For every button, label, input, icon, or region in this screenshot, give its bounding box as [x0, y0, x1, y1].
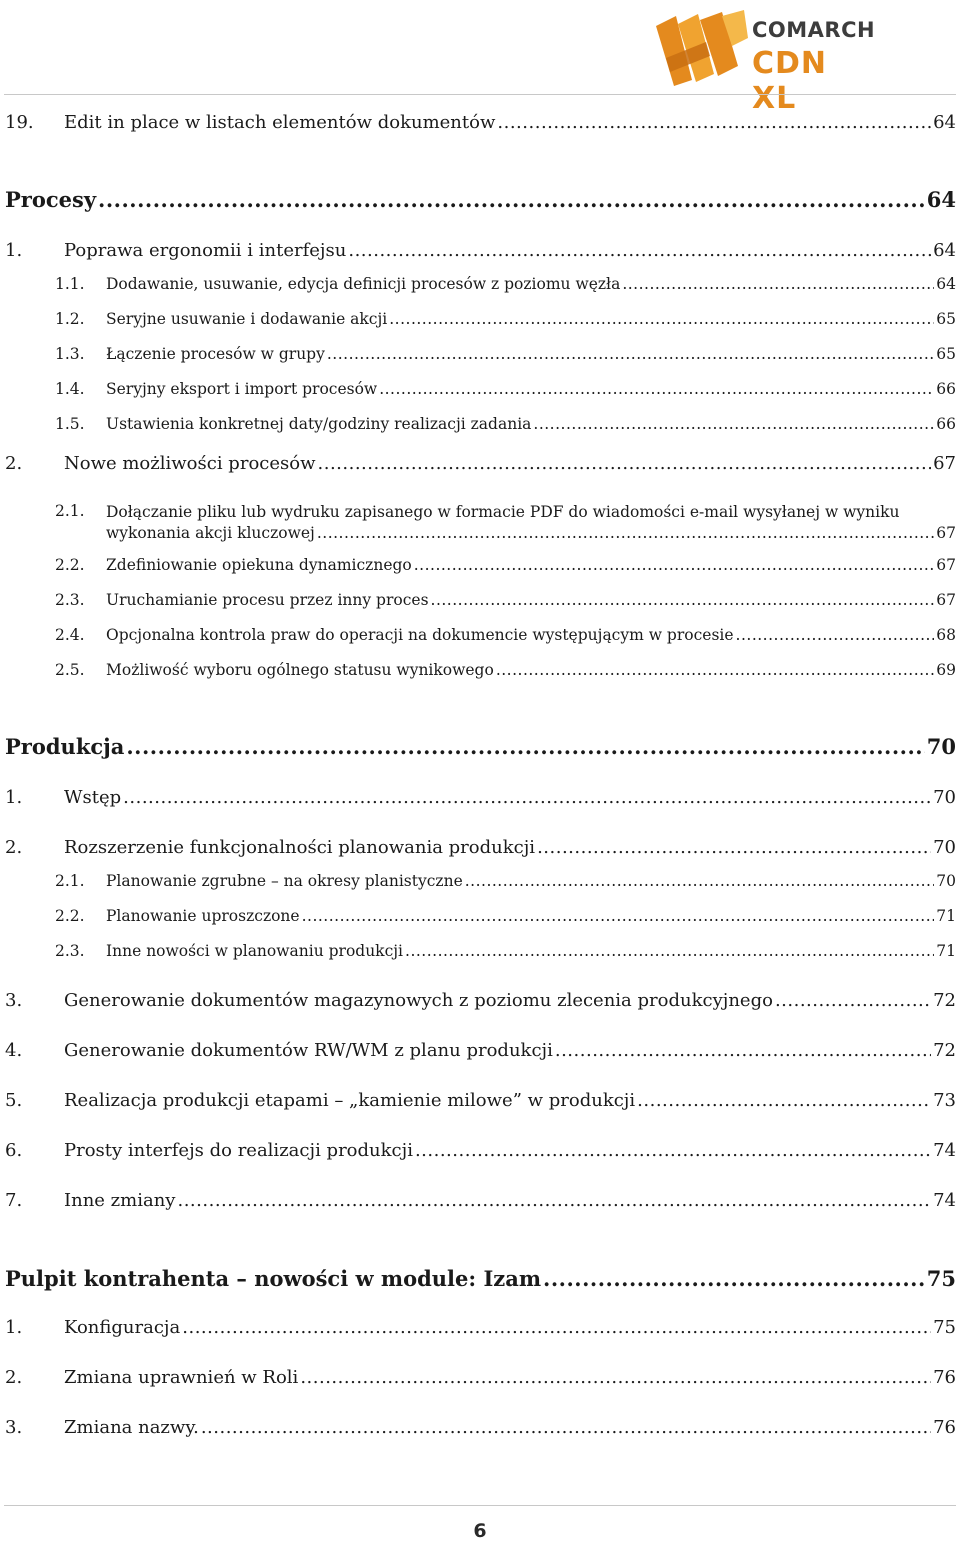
- toc-entry-3[interactable]: [5, 990, 956, 1011]
- toc-entry-number: 1.1.: [55, 275, 85, 293]
- toc-entry-page: 74: [933, 1140, 956, 1161]
- toc-entry-title: Zdefiniowanie opiekuna dynamicznego: [106, 556, 412, 574]
- toc-entry-page: 72: [933, 1040, 956, 1061]
- toc-entry-number: 1.5.: [55, 415, 85, 433]
- toc-entry-title: Seryjne usuwanie i dodawanie akcji: [106, 310, 388, 328]
- toc-entry-number: 2.: [5, 1367, 23, 1388]
- toc-dot-leader: [775, 990, 931, 1011]
- toc-entry-page: 72: [933, 990, 956, 1011]
- toc-entry-4[interactable]: [5, 1040, 956, 1061]
- toc-entry-page: 70: [926, 734, 956, 759]
- toc-entry-page: 67: [933, 453, 956, 474]
- toc-dot-leader: [318, 453, 932, 474]
- toc-entry-2-2[interactable]: [55, 907, 956, 925]
- toc-entry-page: 76: [933, 1367, 956, 1388]
- toc-entry-number: 1.: [5, 787, 23, 808]
- toc-entry-title: Procesy: [5, 187, 97, 212]
- toc-entry-number: 2.5.: [55, 661, 85, 679]
- toc-dot-leader: [126, 734, 924, 759]
- toc-entry-page: 69: [936, 661, 956, 679]
- toc-entry-title: Opcjonalna kontrola praw do operacji na dokumencie występującym w procesie: [106, 626, 734, 644]
- toc-dot-leader: [537, 837, 931, 858]
- toc-dot-leader: [327, 345, 934, 363]
- toc-entry-number: 2.3.: [55, 942, 85, 960]
- toc-entry-page: 66: [936, 380, 956, 398]
- toc-dot-leader: [98, 187, 925, 212]
- toc-entry-6[interactable]: [5, 1140, 956, 1161]
- toc-entry-page: 67: [936, 556, 956, 574]
- toc-entry-page: 65: [936, 345, 956, 363]
- toc-entry-page: 70: [933, 787, 956, 808]
- toc-entry-title: Uruchamianie procesu przez inny proces: [106, 591, 429, 609]
- footer-divider: [4, 1505, 956, 1506]
- toc-dot-leader: [300, 1367, 931, 1388]
- toc-entry-number: 2.3.: [55, 591, 85, 609]
- toc-entry-title: Zmiana nazwy.: [64, 1417, 199, 1438]
- toc-entry-title: Edit in place w listach elementów dokumentów: [64, 112, 496, 133]
- toc-entry-page: 65: [936, 310, 956, 328]
- toc-entry-page: 66: [936, 415, 956, 433]
- toc-dot-leader: [201, 1417, 931, 1438]
- toc-entry-page: 74: [933, 1190, 956, 1211]
- toc-dot-leader: [736, 626, 935, 644]
- toc-entry-number: 2.2.: [55, 556, 85, 574]
- toc-entry-number: 7.: [5, 1190, 23, 1211]
- toc-dot-leader: [379, 380, 934, 398]
- toc-entry-page: 71: [936, 942, 956, 960]
- toc-dot-leader: [543, 1266, 925, 1291]
- toc-dot-leader: [497, 112, 931, 133]
- toc-entry-title: Dodawanie, usuwanie, edycja definicji procesów z poziomu węzła: [106, 275, 621, 293]
- toc-dot-leader: [348, 240, 931, 261]
- toc-entry-1[interactable]: [5, 1317, 956, 1338]
- toc-entry-number: 3.: [5, 1417, 23, 1438]
- toc-entry-title: Generowanie dokumentów RW/WM z planu produkcji: [64, 1040, 553, 1061]
- toc-entry-2-4[interactable]: [55, 626, 956, 644]
- toc-dot-leader: [415, 1140, 931, 1161]
- toc-entry-number: 5.: [5, 1090, 23, 1111]
- toc-entry-title: Realizacja produkcji etapami – „kamienie milowe” w produkcji: [64, 1090, 636, 1111]
- toc-entry-2-5[interactable]: [55, 661, 956, 679]
- toc-entry-title: Seryjny eksport i import procesów: [106, 380, 378, 398]
- toc-dot-leader: [414, 556, 935, 574]
- toc-entry-1[interactable]: [5, 787, 956, 808]
- toc-entry-19[interactable]: [5, 112, 956, 133]
- toc-entry-title: Pulpit kontrahenta – nowości w module: Izam: [5, 1266, 542, 1291]
- toc-dot-leader: [182, 1317, 931, 1338]
- toc-entry-title: Wstęp: [64, 787, 122, 808]
- toc-entry-1[interactable]: [5, 240, 956, 261]
- toc-entry-title: Konfiguracja: [64, 1317, 181, 1338]
- toc-entry-page: 76: [933, 1417, 956, 1438]
- toc-entry-number: 2.1.: [55, 872, 85, 890]
- toc-entry-number: 2.2.: [55, 907, 85, 925]
- toc-entry-number: 1.: [5, 1317, 23, 1338]
- toc-entry-1-1[interactable]: [55, 275, 956, 293]
- toc-entry-number: 1.4.: [55, 380, 85, 398]
- toc-entry-title: Inne nowości w planowaniu produkcji: [106, 942, 404, 960]
- toc-entry-2-2[interactable]: [55, 556, 956, 574]
- page-number: 6: [473, 1520, 487, 1542]
- toc-entry-3[interactable]: [5, 1417, 956, 1438]
- toc-dot-leader: [622, 275, 934, 293]
- toc-entry-2-3[interactable]: [55, 591, 956, 609]
- comarch-logo-icon: [652, 8, 750, 90]
- toc-dot-leader: [496, 661, 934, 679]
- toc-dot-leader: [177, 1190, 931, 1211]
- toc-entry-number: 1.3.: [55, 345, 85, 363]
- toc-entry-page: 71: [936, 907, 956, 925]
- toc-entry-2[interactable]: [5, 1367, 956, 1388]
- toc-entry-number: 1.: [5, 240, 23, 261]
- toc-entry-title: Ustawienia konkretnej daty/godziny realizacji zadania: [106, 415, 532, 433]
- toc-entry-2-1[interactable]: [55, 502, 956, 544]
- toc-entry-number: 1.2.: [55, 310, 85, 328]
- toc-entry-title: Poprawa ergonomii i interfejsu: [64, 240, 347, 261]
- logo-text-cdn-xl: CDN XL: [752, 46, 828, 116]
- toc-entry-title-cont: wykonania akcji kluczowej: [106, 524, 315, 542]
- toc-entry-page: 75: [933, 1317, 956, 1338]
- toc-section-heading[interactable]: [5, 734, 956, 759]
- toc-entry-page: 73: [933, 1090, 956, 1111]
- toc-entry-title: Dołączanie pliku lub wydruku zapisanego w formacie PDF do wiadomości e-mail wysyłanej w wyniku: [106, 503, 900, 521]
- toc-entry-page: 70: [933, 837, 956, 858]
- toc-entry-1-5[interactable]: [55, 415, 956, 433]
- toc-entry-2[interactable]: [5, 453, 956, 474]
- toc-entry-5[interactable]: [5, 1090, 956, 1111]
- toc-entry-number: 2.: [5, 837, 23, 858]
- toc-dot-leader: [389, 310, 934, 328]
- toc-entry-number: 2.1.: [55, 502, 85, 520]
- toc-dot-leader: [431, 591, 935, 609]
- toc-entry-title: Inne zmiany: [64, 1190, 176, 1211]
- toc-dot-leader: [405, 942, 934, 960]
- toc-entry-number: 6.: [5, 1140, 23, 1161]
- toc-entry-page: 75: [926, 1266, 956, 1291]
- toc-entry-page: 64: [933, 112, 956, 133]
- toc-entry-7[interactable]: [5, 1190, 956, 1211]
- toc-dot-leader: [123, 787, 931, 808]
- toc-dot-leader: [317, 523, 934, 544]
- toc-entry-1-2[interactable]: [55, 310, 956, 328]
- toc-section-heading[interactable]: [5, 187, 956, 212]
- toc-entry-page: 67: [936, 591, 956, 609]
- toc-entry-page: 64: [936, 275, 956, 293]
- logo-text-comarch: COMARCH: [752, 18, 876, 42]
- toc-entry-title: Rozszerzenie funkcjonalności planowania produkcji: [64, 837, 536, 858]
- toc-entry-2-1[interactable]: [55, 872, 956, 890]
- header-divider: [4, 94, 956, 95]
- toc-entry-title: Nowe możliwości procesów: [64, 453, 316, 474]
- toc-dot-leader: [637, 1090, 931, 1111]
- toc-entry-page: 67: [936, 524, 956, 542]
- toc-entry-title: Możliwość wyboru ogólnego statusu wynikowego: [106, 661, 494, 679]
- toc-entry-title: Produkcja: [5, 734, 125, 759]
- toc-entry-page: 68: [936, 626, 956, 644]
- toc-entry-number: 2.: [5, 453, 23, 474]
- toc-entry-2[interactable]: [5, 837, 956, 858]
- toc-entry-number: 3.: [5, 990, 23, 1011]
- toc-dot-leader: [465, 872, 935, 890]
- toc-entry-title: Prosty interfejs do realizacji produkcji: [64, 1140, 413, 1161]
- toc-section-heading[interactable]: [5, 1266, 956, 1291]
- toc-entry-title: Zmiana uprawnień w Roli: [64, 1367, 299, 1388]
- toc-entry-2-3[interactable]: [55, 942, 956, 960]
- comarch-cdn-xl-logo: [652, 8, 882, 116]
- toc-entry-title: Generowanie dokumentów magazynowych z poziomu zlecenia produkcyjnego: [64, 990, 773, 1011]
- toc-entry-title: Planowanie zgrubne – na okresy planistyczne: [106, 872, 463, 890]
- toc-entry-number: 19.: [5, 112, 34, 133]
- toc-entry-1-3[interactable]: [55, 345, 956, 363]
- toc-entry-number: 4.: [5, 1040, 23, 1061]
- toc-entry-page: 64: [926, 187, 956, 212]
- toc-dot-leader: [533, 415, 934, 433]
- toc-entry-1-4[interactable]: [55, 380, 956, 398]
- toc-dot-leader: [302, 907, 935, 925]
- toc-entry-number: 2.4.: [55, 626, 85, 644]
- toc-entry-page: 64: [933, 240, 956, 261]
- toc-entry-title: Łączenie procesów w grupy: [106, 345, 325, 363]
- toc-entry-page: 70: [936, 872, 956, 890]
- toc-dot-leader: [555, 1040, 931, 1061]
- toc-entry-title: Planowanie uproszczone: [106, 907, 300, 925]
